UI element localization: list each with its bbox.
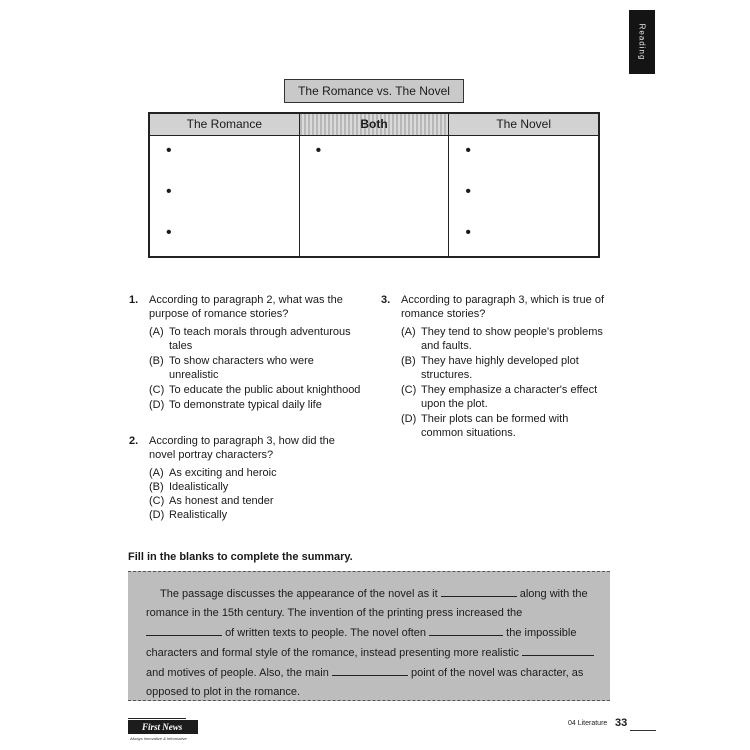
answer-option[interactable] — [149, 466, 361, 480]
summary-instruction: Fill in the blanks to complete the summary. — [128, 551, 353, 563]
page-number: 33 — [615, 717, 628, 729]
option-letter: (C) — [149, 495, 165, 507]
chart-title: The Romance vs. The Novel — [284, 79, 464, 103]
bullet: • — [166, 142, 172, 159]
option-letter: (D) — [149, 399, 165, 411]
summary-text: point of the novel was character, as opposed to plot in the romance. — [146, 667, 584, 698]
question-number: 2. — [129, 435, 139, 447]
option-letter: (B) — [401, 355, 416, 367]
section-tab-label: Reading — [637, 23, 647, 61]
romance-column-header: The Romance — [150, 114, 299, 136]
option-letter: (B) — [149, 355, 164, 367]
question-text: According to paragraph 3, how did the novel portray characters? — [149, 435, 335, 461]
section-tab — [629, 10, 655, 74]
answer-options — [401, 325, 613, 440]
bullet: • — [315, 142, 322, 159]
option-letter: (C) — [149, 384, 165, 396]
answer-options — [149, 466, 361, 522]
option-text: To educate the public about knighthood — [169, 384, 361, 396]
question-3 — [381, 293, 613, 441]
option-letter: (D) — [149, 509, 165, 521]
option-text: They have highly developed plot structures. — [421, 355, 579, 381]
footer-rule — [128, 718, 186, 719]
summary-text: along with the romance in the 15th century. The invention of the printing press increased the — [146, 588, 588, 619]
romance-column — [150, 114, 300, 256]
option-letter: (A) — [401, 326, 416, 338]
option-text: To demonstrate typical daily life — [169, 399, 322, 411]
question-number: 1. — [129, 294, 139, 306]
bullet: • — [166, 224, 172, 241]
summary-box — [128, 571, 610, 701]
option-text: As exciting and heroic — [169, 467, 277, 479]
answer-options — [149, 325, 361, 412]
answer-option[interactable] — [149, 354, 361, 382]
option-text: They tend to show people's problems and faults. — [421, 326, 603, 352]
answer-option[interactable] — [149, 383, 361, 397]
both-bullets — [300, 136, 449, 187]
summary-text: The passage discusses the appearance of the novel as it — [160, 588, 438, 600]
blank-3[interactable] — [429, 623, 503, 636]
question-number: 3. — [381, 294, 391, 306]
option-letter: (D) — [401, 413, 417, 425]
bullet: • — [465, 142, 471, 159]
question-text: According to paragraph 2, what was the purpose of romance stories? — [149, 294, 343, 320]
both-column-header: Both — [300, 114, 449, 136]
option-letter: (C) — [401, 384, 417, 396]
publisher-tagline: Always Innovative & Informative — [130, 736, 187, 741]
answer-option[interactable] — [149, 494, 361, 508]
novel-column — [449, 114, 598, 256]
option-letter: (B) — [149, 481, 164, 493]
option-text: To show characters who were unrealistic — [169, 355, 314, 381]
question-1 — [129, 293, 361, 413]
bullet: • — [465, 224, 471, 241]
option-text: Realistically — [169, 509, 228, 521]
comparison-table — [148, 112, 600, 258]
summary-text: and motives of people. Also, the main — [146, 667, 329, 679]
page-number-rule — [630, 730, 656, 731]
answer-option[interactable] — [401, 383, 613, 411]
summary-text: the impossible characters and formal style of the romance, instead presenting more realistic — [146, 627, 577, 659]
blank-5[interactable] — [332, 663, 408, 676]
answer-option[interactable] — [149, 398, 361, 412]
romance-bullets — [150, 136, 299, 269]
option-letter: (A) — [149, 326, 164, 338]
answer-option[interactable] — [401, 325, 613, 353]
option-text: As honest and tender — [169, 495, 274, 507]
option-letter: (A) — [149, 467, 164, 479]
option-text: Their plots can be formed with common situations. — [421, 413, 569, 439]
bullet: • — [166, 183, 172, 200]
answer-option[interactable] — [401, 354, 613, 382]
novel-bullets — [449, 136, 598, 269]
question-2 — [129, 434, 361, 522]
option-text: To teach morals through adventurous tales — [169, 326, 351, 352]
option-text: Idealistically — [169, 481, 229, 493]
blank-1[interactable] — [441, 584, 517, 597]
question-text: According to paragraph 3, which is true of romance stories? — [401, 294, 605, 320]
bullet: • — [465, 183, 471, 200]
blank-2[interactable] — [146, 623, 222, 636]
option-text: They emphasize a character's effect upon the plot. — [421, 384, 598, 410]
answer-option[interactable] — [149, 325, 361, 353]
novel-column-header: The Novel — [449, 114, 598, 136]
blank-4[interactable] — [522, 643, 594, 656]
publisher-logo: First News — [128, 720, 198, 734]
answer-option[interactable] — [149, 508, 361, 522]
answer-option[interactable] — [149, 480, 361, 494]
section-label: 04 Literature — [568, 720, 608, 727]
summary-text: of written texts to people. The novel often — [225, 627, 427, 639]
answer-option[interactable] — [401, 412, 613, 440]
both-column — [300, 114, 450, 256]
